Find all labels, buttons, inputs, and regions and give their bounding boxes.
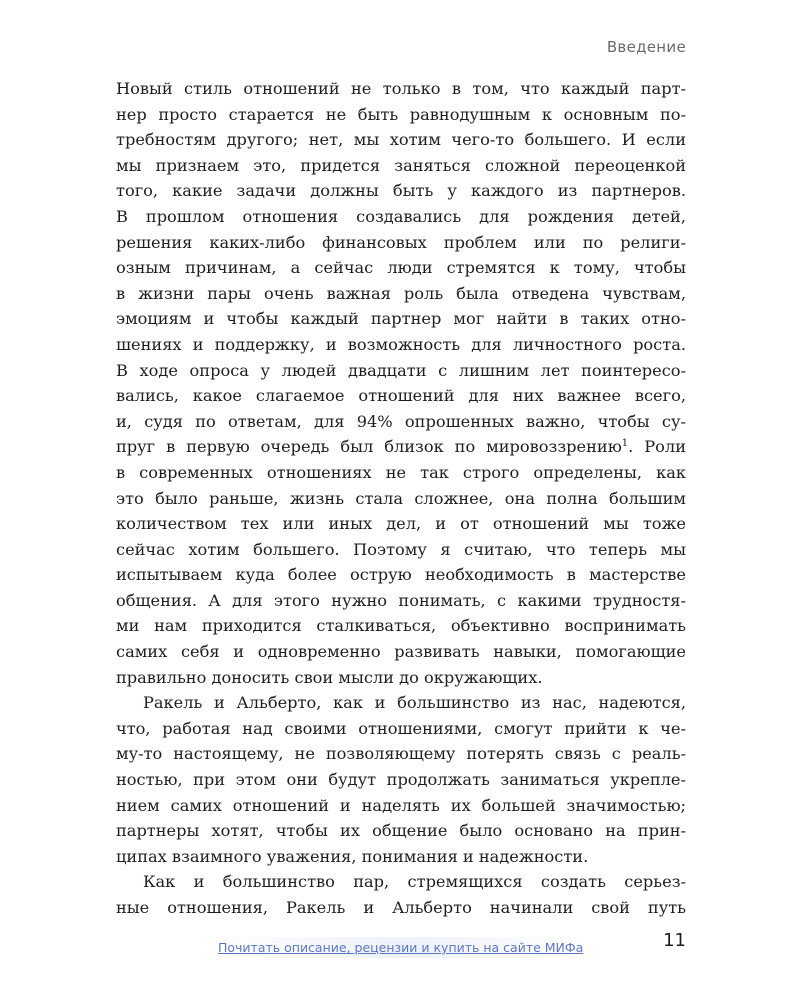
text-line: партнеры хотят, чтобы их общение было основано на прин-	[116, 821, 686, 841]
text-line: нием самих отношений и наделять их большей значимостью;	[116, 795, 686, 815]
text-line: правильно доносить свои мысли до окружающих.	[116, 667, 543, 687]
footnote-marker[interactable]: 1	[621, 438, 629, 450]
text-fragment: . Роли	[628, 437, 686, 457]
text-line: Новый стиль отношений не только в том, что каждый парт-	[116, 79, 686, 98]
text-line: Ракель и Альберто, как и большинство из нас, надеются,	[143, 693, 686, 713]
text-line: ностью, при этом они будут продолжать заниматься укрепле-	[116, 770, 686, 790]
text-line: испытываем куда более острую необходимость в мастерстве	[116, 565, 686, 585]
text-line: В прошлом отношения создавались для рождения детей,	[116, 206, 686, 226]
text-line: в современных отношениях не так строго определены, как	[116, 462, 686, 482]
running-header: Введение	[606, 38, 686, 56]
text-line: что, работая над своими отношениями, смогут прийти к че-	[116, 718, 686, 738]
text-line: ные отношения, Ракель и Альберто начинали свой путь	[116, 898, 686, 917]
text-line: сейчас хотим большего. Поэтому я считаю, что теперь мы	[116, 539, 686, 559]
text-line: озным причинам, а сейчас люди стремятся к тому, чтобы	[116, 258, 686, 278]
text-line: ципах взаимного уважения, понимания и надежности.	[116, 846, 589, 866]
paragraph-1	[116, 76, 686, 690]
page-number: 11	[663, 930, 686, 951]
text-line: требностям другого; нет, мы хотим чего-то большего. И если	[116, 130, 686, 150]
body-text	[116, 76, 686, 921]
text-fragment: пруг в первую очередь был близок по мировоззрению	[116, 437, 622, 457]
text-line: эмоциям и чтобы каждый партнер мог найти в таких отно-	[116, 309, 686, 329]
text-line: общения. А для этого нужно понимать, с какими трудностя-	[116, 590, 686, 610]
text-line: количеством тех или иных дел, и от отношений мы тоже	[116, 514, 686, 534]
text-line: му-то настоящему, не позволяющему потерять связь с реаль-	[116, 744, 686, 764]
text-line: нер просто старается не быть равнодушным к основным по-	[116, 104, 686, 124]
text-line: ми нам приходится сталкиваться, объективно воспринимать	[116, 616, 686, 636]
paragraph-2	[116, 690, 686, 869]
paragraph-3	[116, 869, 686, 920]
text-line: в жизни пары очень важная роль была отведена чувствам,	[116, 283, 686, 303]
text-line: того, какие задачи должны быть у каждого из партнеров.	[116, 181, 686, 201]
buy-on-mif-link[interactable]: Почитать описание, рецензии и купить на сайте МИФа	[212, 937, 590, 958]
text-line: это было раньше, жизнь стала сложнее, она полна большим	[116, 488, 686, 508]
text-line: решения каких-либо финансовых проблем или по религи-	[116, 232, 686, 252]
text-line: вались, какое слагаемое отношений для них важнее всего,	[116, 386, 686, 406]
text-line: Как и большинство пар, стремящихся создать серьез-	[143, 872, 686, 892]
text-line: и, судя по ответам, для 94% опрошенных важно, чтобы су-	[116, 411, 686, 431]
text-line: мы признаем это, придется заняться сложной переоценкой	[116, 155, 686, 175]
text-line-with-footnote	[116, 434, 686, 460]
text-line: шениях и поддержку, и возможность для личностного роста.	[116, 334, 686, 354]
text-line: В ходе опроса у людей двадцати с лишним лет поинтересо-	[116, 360, 686, 380]
text-line: самих себя и одновременно развивать навыки, помогающие	[116, 642, 686, 662]
